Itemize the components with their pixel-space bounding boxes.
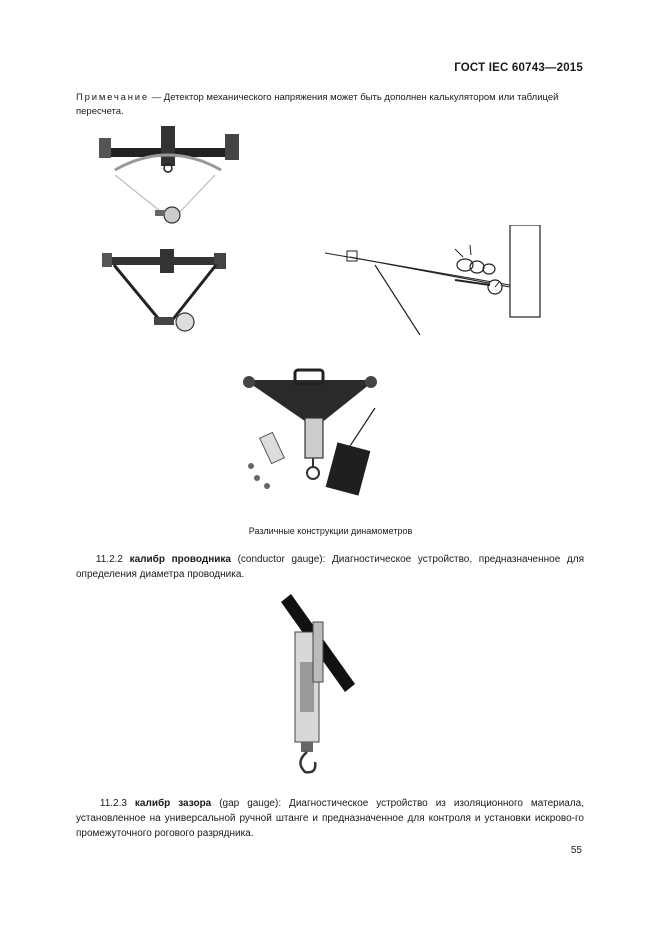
tension-device-diagram bbox=[325, 225, 545, 340]
section-term: калибр проводника bbox=[129, 554, 231, 565]
note-paragraph bbox=[76, 91, 584, 119]
section-english-term: (conductor gauge) bbox=[237, 554, 323, 565]
page-number: 55 bbox=[570, 845, 582, 856]
section-11-2-3 bbox=[76, 796, 584, 841]
note-label: Примечание bbox=[76, 92, 149, 103]
digital-dynamometer-photo bbox=[235, 368, 385, 498]
section-number: 11.2.2 bbox=[95, 554, 123, 565]
section-11-2-2 bbox=[76, 552, 584, 582]
section-term: калибр зазора bbox=[134, 798, 212, 809]
note-text: — Детектор механического напряжения может быть дополнен калькулятором или таблицей пересчета. bbox=[76, 92, 559, 117]
dynamometer-photo-1 bbox=[95, 120, 245, 235]
section-definition: : Диагностическое устройство из изоляционного материала, установленное на универсальной ручной штанге и предназначенное для контроля и установки искрово-го промежуточного рогового разрядника. bbox=[76, 798, 585, 839]
document-header: ГОСТ IEC 60743—2015 bbox=[454, 62, 583, 74]
figure-caption: Различные конструкции динамометров bbox=[248, 526, 413, 536]
section-english-term: (gap gauge) bbox=[219, 798, 279, 809]
dynamometer-photo-2 bbox=[100, 245, 230, 345]
section-number: 11.2.3 bbox=[99, 798, 127, 809]
conductor-gauge-photo bbox=[275, 592, 360, 777]
section-definition: : Диагностическое устройство, предназначенное для определения диаметра проводника. bbox=[76, 554, 585, 580]
